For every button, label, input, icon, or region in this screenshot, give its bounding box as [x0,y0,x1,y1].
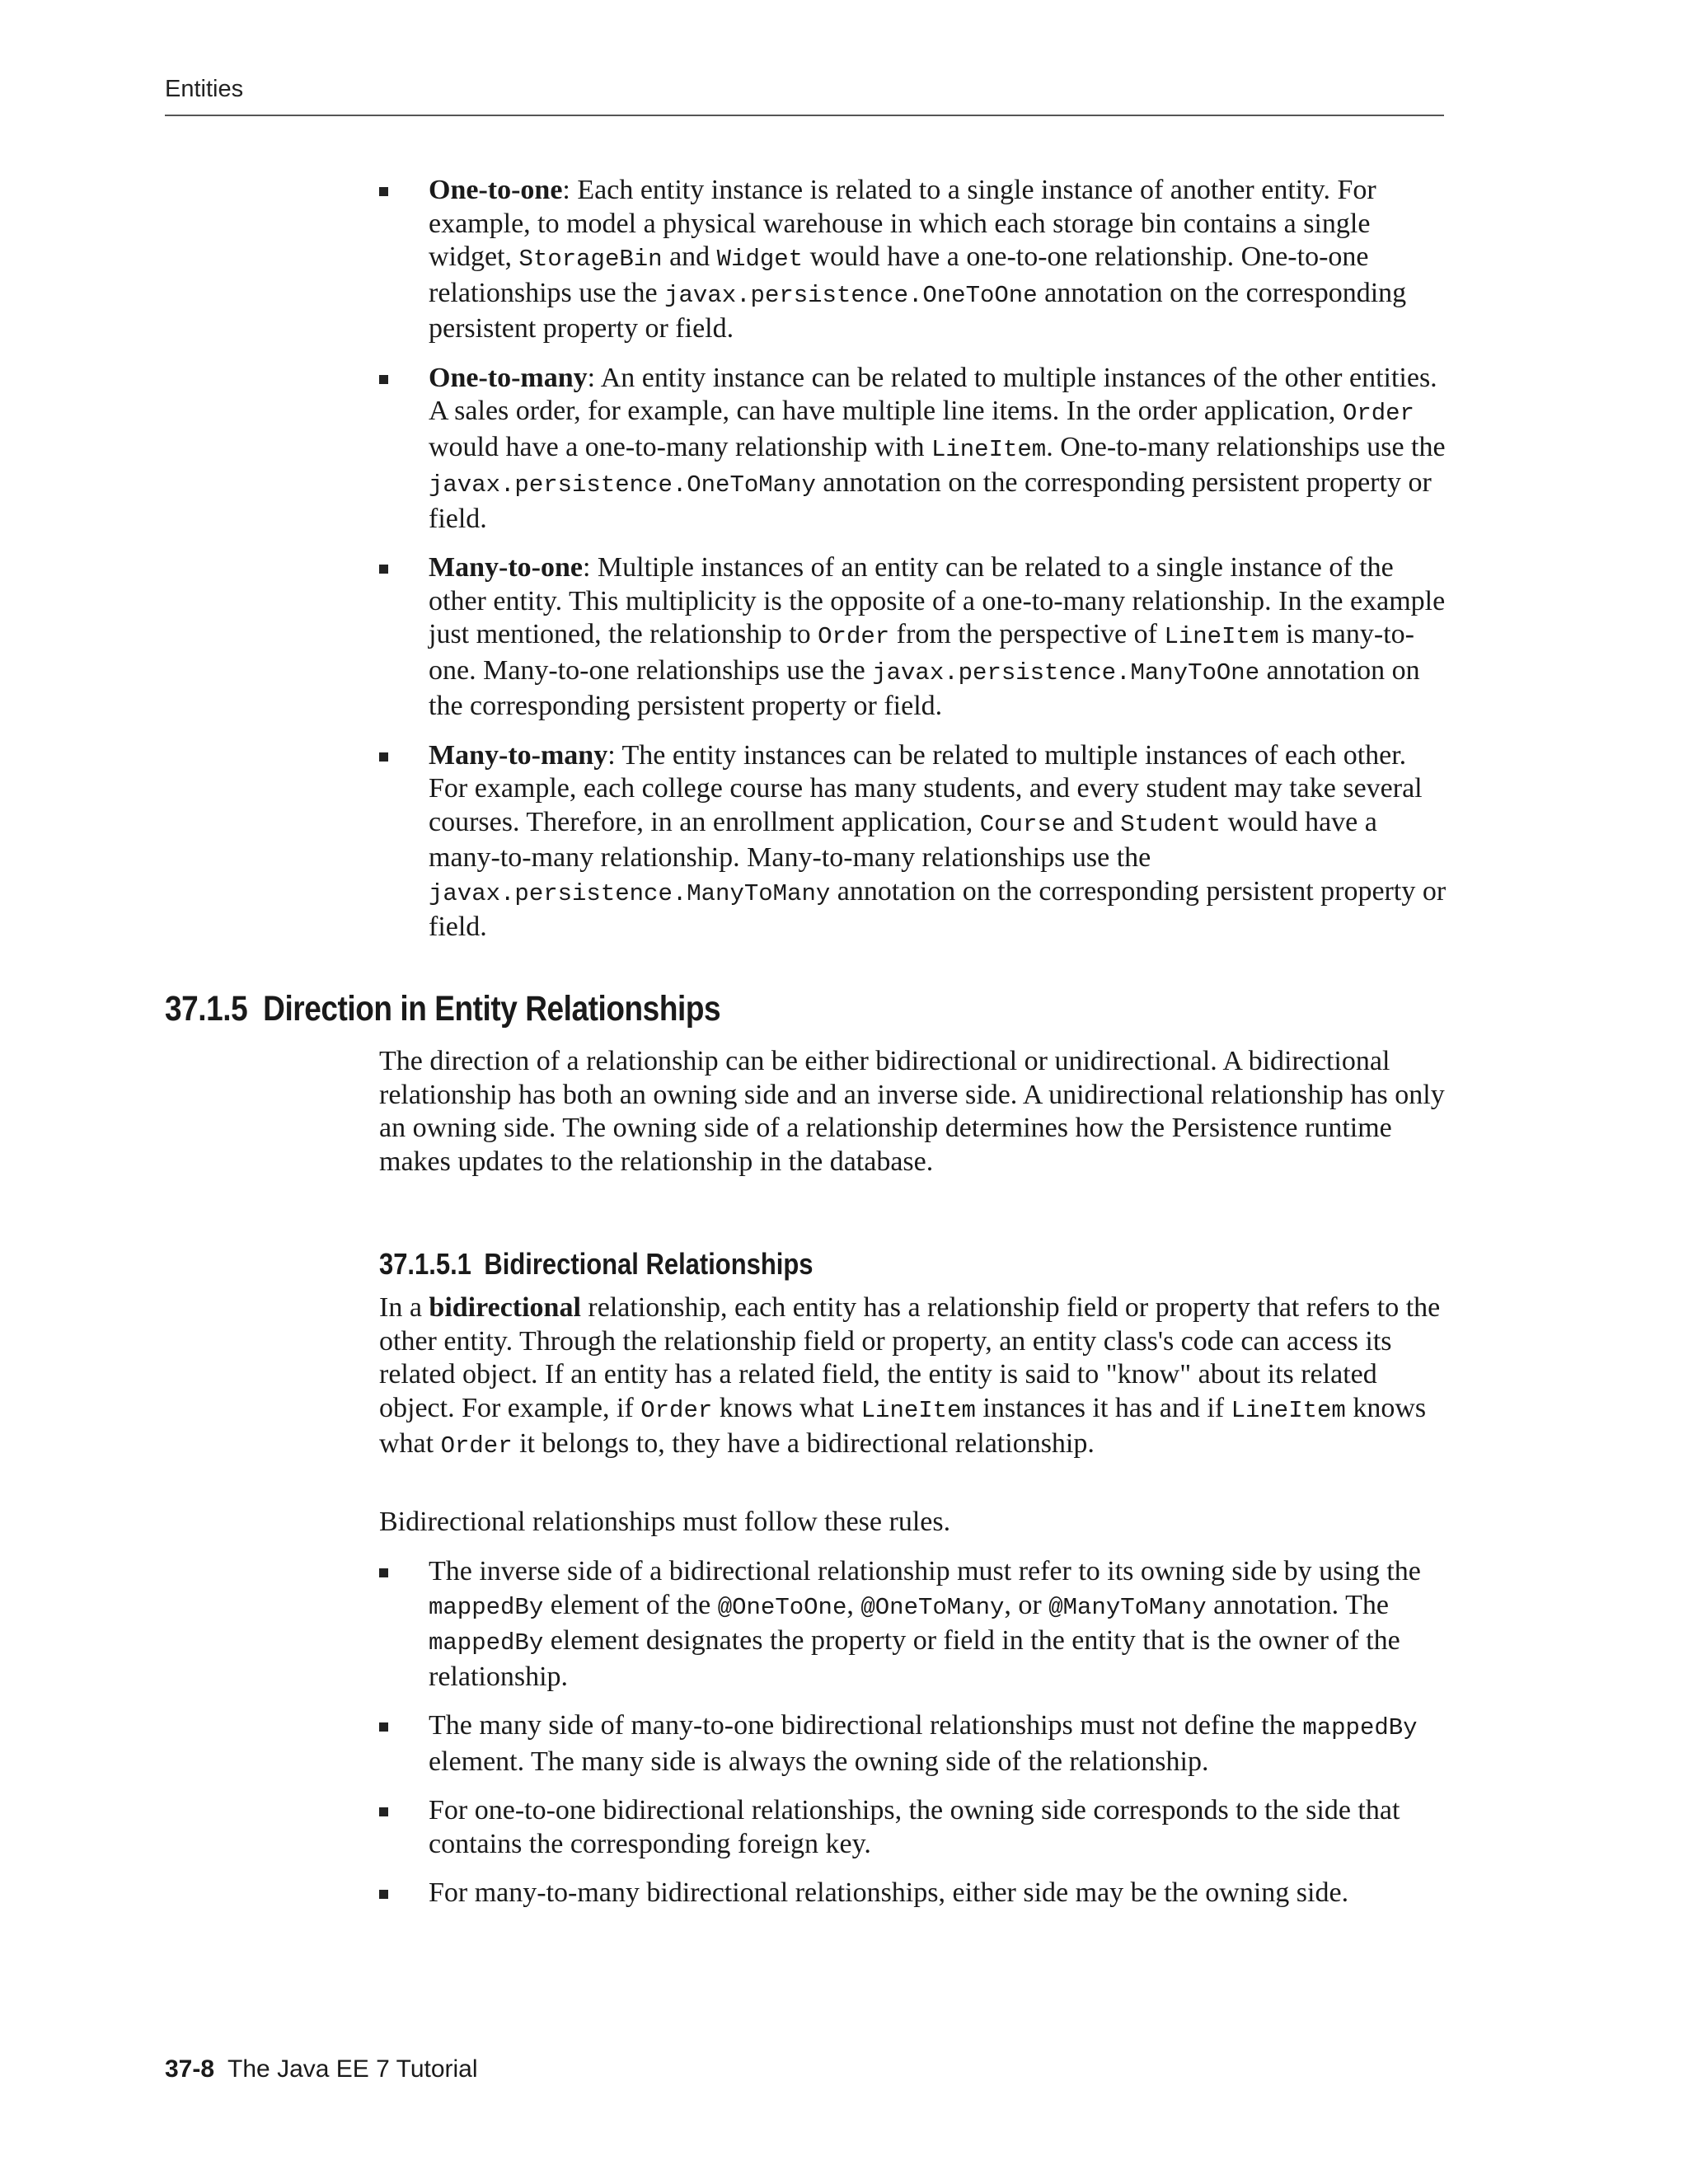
code-term: mappedBy [1302,1714,1418,1741]
code-term: @OneToMany [860,1593,1005,1621]
code-term: @ManyToMany [1048,1593,1207,1621]
book-title: The Java EE 7 Tutorial [227,2055,478,2083]
section-number: 37.1.5 [165,989,248,1029]
list-item: The many side of many-to-one bidirectional relationships must not define the mappedBy element. The many side is always the owning side of the relationship. [379,1709,1451,1779]
term: One-to-many [429,362,588,393]
term: bidirectional [429,1292,581,1323]
list-item: Many-to-one: Multiple instances of an entity can be related to a single instance of the other entity. This multiplicity is the opposite of a one-to-many relationship. In the example just mentioned, the relationship to Order from the perspective of LineItem is many-to-one. Many-to-one relationships use the javax.persistence.ManyToOne annotation on the corresponding persistent property or field. [379,551,1451,724]
code-term: Student [1120,810,1221,838]
bidirectional-paragraph: In a bidirectional relationship, each entity has a relationship field or property that refers to the other entity. Through the relationship field or property, an entity class's code can access its related object. If an entity has a related field, the entity is said to "know" about its related object. For example, if Order knows what LineItem instances it has and if LineItem knows what Order it belongs to, they have a bidirectional relationship. [379,1292,1441,1460]
list-item: The inverse side of a bidirectional relationship must refer to its owning side by using the mappedBy element of the @OneToOne, @OneToMany, or @ManyToMany annotation. The mappedBy element designates the property or field in the entity that is the owner of the relationship. [379,1555,1451,1694]
code-term: Widget [716,246,804,273]
list-item: For many-to-many bidirectional relationships, either side may be the owning side. [379,1877,1451,1910]
section-title: Direction in Entity Relationships [263,989,721,1029]
code-term: javax.persistence.OneToOne [664,281,1038,309]
code-term: StorageBin [518,246,663,273]
term: Many-to-many [429,739,608,771]
code-term: mappedBy [429,1593,544,1621]
code-term: LineItem [1231,1396,1346,1424]
code-term: javax.persistence.OneToMany [429,471,816,499]
section-heading [165,989,720,1029]
term: One-to-one [429,175,563,205]
section-intro-paragraph: The direction of a relationship can be either bidirectional or unidirectional. A bidirectional relationship has both an owning side and an inverse side. A unidirectional relationship has only an owning side. The owning side of a relationship determines how the Persistence runtime makes updates to the relationship in the database. [379,1046,1445,1177]
code-term: Course [979,810,1067,838]
code-term: LineItem [931,435,1047,463]
list-item: Many-to-many: The entity instances can be related to multiple instances of each other. For example, each college course has many students, and every student may take several courses. Therefore, in an enrollment application, Course and Student would have a many-to-many relationship. Many-to-many relationships use the javax.persistence.ManyToMany annotation on the corresponding persistent property or field. [379,739,1451,944]
list-item: One-to-one: Each entity instance is related to a single instance of another entity. For example, to model a physical warehouse in which each storage bin contains a single widget, StorageBin and Widget would have a one-to-one relationship. One-to-one relationships use the javax.persistence.OneToOne annotation on the corresponding persistent property or field. [379,174,1451,346]
code-term: javax.persistence.ManyToMany [429,879,831,907]
rules-intro-paragraph: Bidirectional relationships must follow these rules. [379,1507,951,1537]
running-header: Entities [165,76,244,102]
code-term: LineItem [860,1396,976,1424]
list-item: One-to-many: An entity instance can be related to multiple instances of the other entities. A sales order, for example, can have multiple line items. In the order application, Order would have a one-to-many relationship with LineItem. One-to-many relationships use the javax.persistence.OneToMany annotation on the corresponding persistent property or field. [379,362,1451,537]
code-term: Order [818,623,890,650]
list-item: For one-to-one bidirectional relationships, the owning side corresponds to the side that contains the corresponding foreign key. [379,1794,1451,1861]
relationship-types-list [379,174,1451,960]
code-term: Order [440,1432,513,1460]
code-term: LineItem [1164,623,1279,650]
code-term: @OneToOne [717,1593,847,1621]
subsection-number: 37.1.5.1 [379,1247,471,1281]
code-term: Order [1342,400,1414,427]
rules-list [379,1555,1451,1926]
header-rule [165,115,1444,116]
code-term: javax.persistence.ManyToOne [872,658,1260,687]
subsection-heading [379,1247,814,1282]
code-term: Order [640,1396,713,1424]
page-footer [165,2055,478,2083]
term: Many-to-one [429,552,583,583]
code-term: mappedBy [429,1629,544,1657]
page-number: 37-8 [165,2055,215,2083]
subsection-title: Bidirectional Relationships [484,1247,814,1281]
